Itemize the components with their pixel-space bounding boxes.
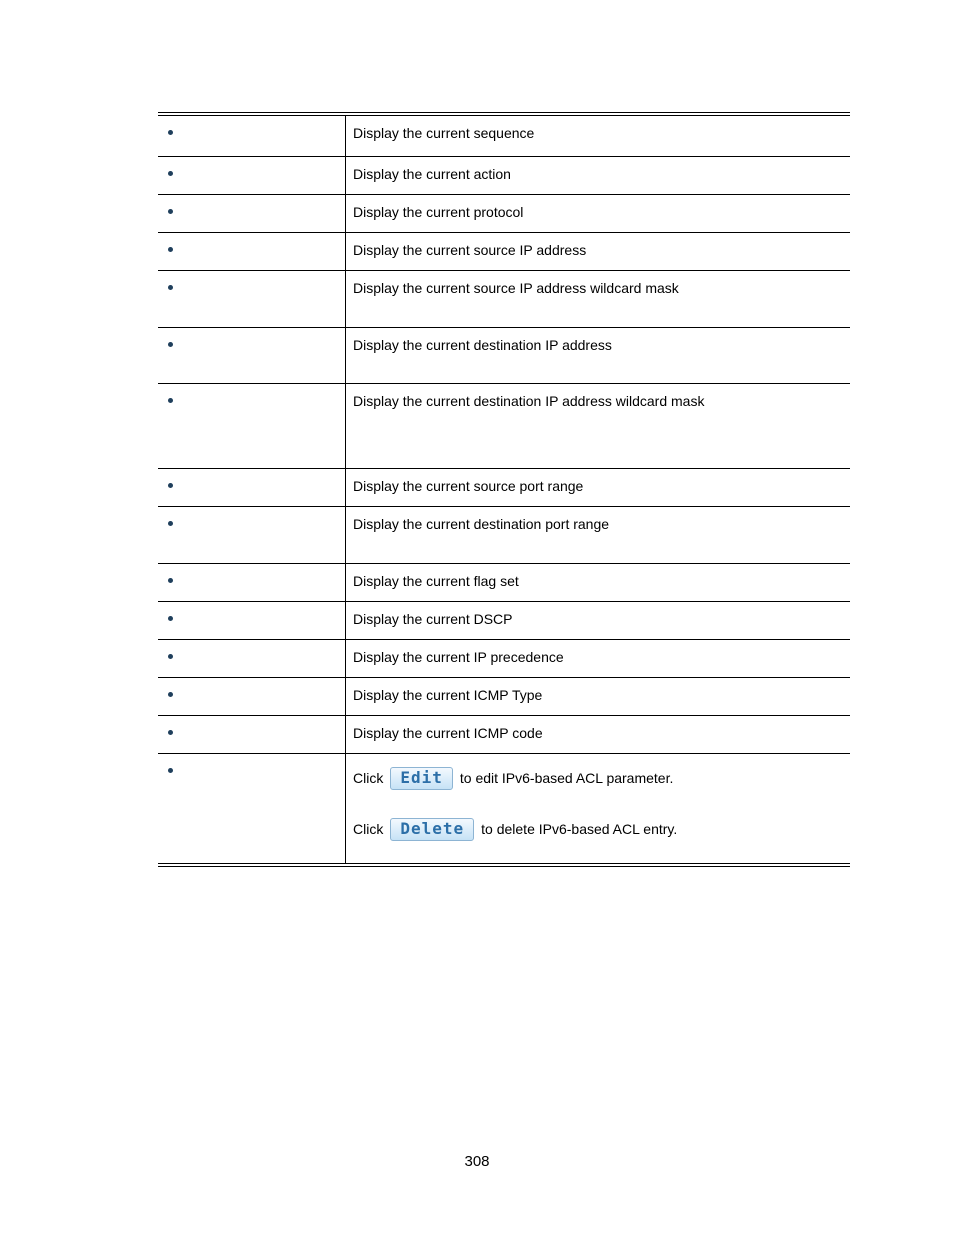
edit-prefix: Click bbox=[353, 769, 384, 786]
description-text: Display the current destination IP address wildcard mask bbox=[353, 392, 705, 409]
description-cell bbox=[346, 639, 851, 677]
description-cell bbox=[346, 753, 851, 865]
description-text: Display the current source port range bbox=[353, 477, 584, 494]
description-text: Display the current DSCP bbox=[353, 610, 513, 627]
description-text: Display the current protocol bbox=[353, 203, 524, 220]
parameter-cell bbox=[158, 194, 346, 232]
bullet-icon bbox=[168, 171, 173, 176]
bullet-icon bbox=[168, 692, 173, 697]
description-cell bbox=[346, 156, 851, 194]
table-row bbox=[158, 270, 850, 327]
parameter-cell bbox=[158, 677, 346, 715]
table-row bbox=[158, 563, 850, 601]
parameter-cell bbox=[158, 156, 346, 194]
description-text: Display the current ICMP Type bbox=[353, 686, 543, 703]
table-row bbox=[158, 677, 850, 715]
description-cell bbox=[346, 506, 851, 563]
parameter-cell bbox=[158, 114, 346, 156]
parameter-cell bbox=[158, 506, 346, 563]
parameter-cell bbox=[158, 753, 346, 865]
table-row bbox=[158, 114, 850, 156]
bullet-icon bbox=[168, 247, 173, 252]
bullet-icon bbox=[168, 521, 173, 526]
parameter-cell bbox=[158, 270, 346, 327]
description-cell bbox=[346, 194, 851, 232]
delete-suffix: to delete IPv6-based ACL entry. bbox=[481, 820, 678, 837]
description-cell bbox=[346, 114, 851, 156]
description-cell bbox=[346, 715, 851, 753]
description-cell bbox=[346, 563, 851, 601]
parameter-cell bbox=[158, 639, 346, 677]
parameter-cell bbox=[158, 468, 346, 506]
description-text: Display the current ICMP code bbox=[353, 724, 543, 741]
parameter-cell bbox=[158, 715, 346, 753]
bullet-icon bbox=[168, 342, 173, 347]
description-text: Display the current sequence bbox=[353, 125, 535, 141]
parameter-cell bbox=[158, 327, 346, 383]
parameter-cell bbox=[158, 383, 346, 468]
table-row bbox=[158, 232, 850, 270]
table-row bbox=[158, 639, 850, 677]
bullet-icon bbox=[168, 616, 173, 621]
description-text: Display the current IP precedence bbox=[353, 648, 564, 665]
table-row-actions bbox=[158, 753, 850, 865]
delete-button[interactable]: Delete bbox=[390, 818, 474, 841]
table-row bbox=[158, 715, 850, 753]
bullet-icon bbox=[168, 768, 173, 773]
page-number: 308 bbox=[464, 1153, 490, 1170]
parameter-cell bbox=[158, 601, 346, 639]
bullet-icon bbox=[168, 398, 173, 403]
table-row bbox=[158, 506, 850, 563]
edit-button[interactable]: Edit bbox=[390, 767, 453, 790]
description-text: Display the current action bbox=[353, 165, 511, 182]
description-cell bbox=[346, 383, 851, 468]
table-row bbox=[158, 156, 850, 194]
table-row bbox=[158, 383, 850, 468]
description-cell bbox=[346, 468, 851, 506]
edit-instruction bbox=[353, 767, 850, 790]
description-text: Display the current source IP address bbox=[353, 241, 587, 258]
description-text: Display the current flag set bbox=[353, 572, 519, 589]
table-row bbox=[158, 601, 850, 639]
description-cell bbox=[346, 232, 851, 270]
bullet-icon bbox=[168, 483, 173, 488]
description-cell bbox=[346, 327, 851, 383]
description-text: Display the current destination IP address bbox=[353, 336, 612, 353]
bullet-icon bbox=[168, 730, 173, 735]
delete-prefix: Click bbox=[353, 820, 384, 837]
description-cell bbox=[346, 677, 851, 715]
table-row bbox=[158, 468, 850, 506]
parameter-cell bbox=[158, 232, 346, 270]
edit-suffix: to edit IPv6-based ACL parameter. bbox=[459, 769, 674, 786]
table-row bbox=[158, 327, 850, 383]
bullet-icon bbox=[168, 654, 173, 659]
bullet-icon bbox=[168, 130, 173, 135]
bullet-icon bbox=[168, 285, 173, 290]
bullet-icon bbox=[168, 209, 173, 214]
description-text: Display the current source IP address wildcard mask bbox=[353, 279, 679, 296]
parameter-table bbox=[158, 112, 850, 867]
parameter-cell bbox=[158, 563, 346, 601]
description-text: Display the current destination port range bbox=[353, 515, 610, 532]
delete-instruction bbox=[353, 818, 850, 841]
description-cell bbox=[346, 270, 851, 327]
bullet-icon bbox=[168, 578, 173, 583]
description-cell bbox=[346, 601, 851, 639]
table-row bbox=[158, 194, 850, 232]
